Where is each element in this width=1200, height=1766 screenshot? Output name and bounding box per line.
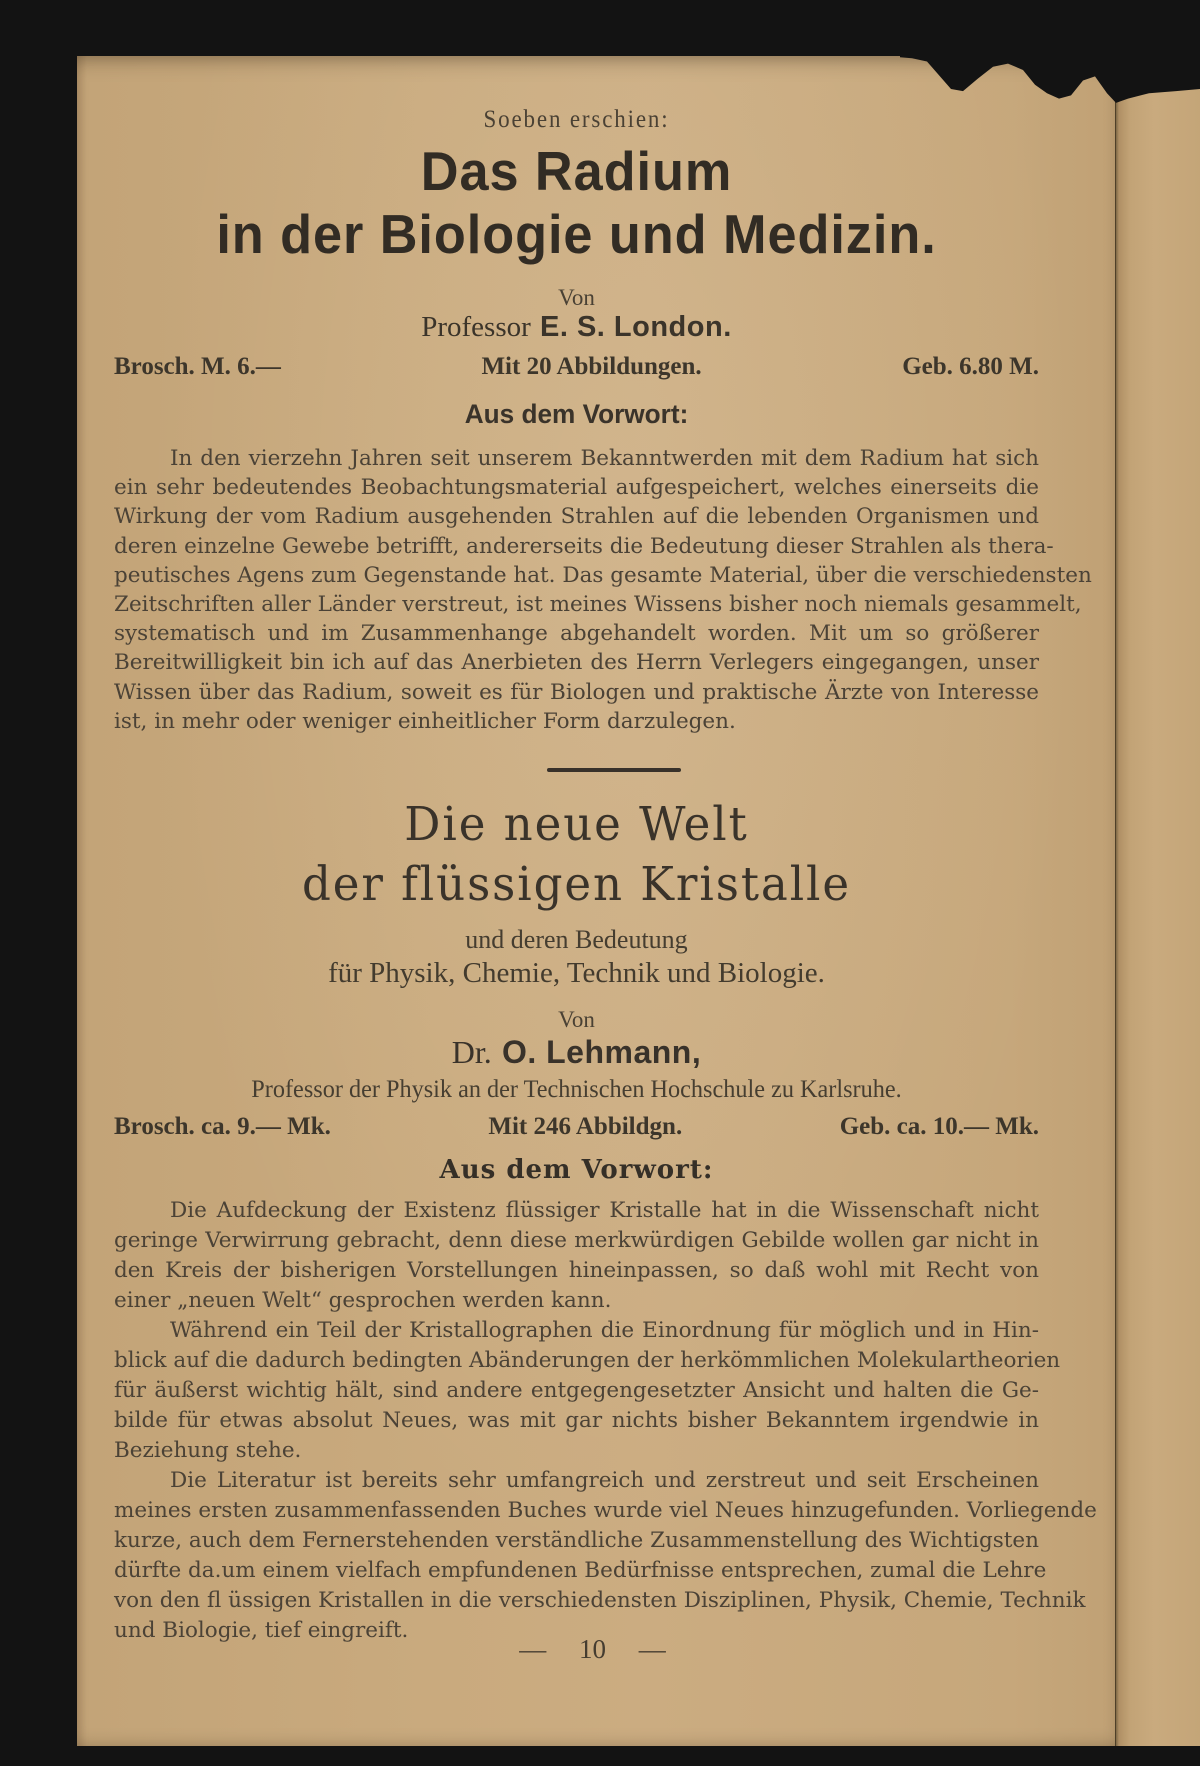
book2-title-line1: Die neue Welt: [404, 797, 749, 852]
text-line: Wissen über das Radium, soweit es für Biologen und praktische Ärzte von Interesse: [114, 679, 1039, 705]
book1-price-row: [114, 353, 1039, 381]
text-line: meines ersten zusammenfassenden Buches wurde viel Neues hinzugefunden. Vorliegende: [114, 1498, 1097, 1523]
text-line: Die Aufdeckung der Existenz flüssiger Kristalle hat in die Wissenschaft nicht: [170, 1198, 1039, 1223]
book1-author-prefix: Professor: [421, 311, 531, 343]
book1-preface-heading: Aus dem Vorwort:: [464, 399, 689, 429]
book1-title-line1: Das Radium: [420, 140, 733, 202]
book2-author-affiliation: Professor der Physik an der Technischen Hochschule zu Karlsruhe.: [251, 1076, 902, 1103]
book1-illustrations: Mit 20 Abbildungen.: [481, 353, 702, 380]
page-number: — 10 —: [519, 1634, 666, 1664]
book2-price-brochure: Brosch. ca. 9.— Mk.: [114, 1113, 331, 1140]
text-line: einer „neuen Welt“ gesprochen werden kann.: [114, 1288, 612, 1313]
book2-subtitle-line1: und deren Bedeutung: [465, 925, 688, 954]
text-line: Bereitwilligkeit bin ich auf das Anerbieten des Herrn Verlegers eingegangen, unser: [114, 650, 1039, 676]
book1-title-line2: in der Biologie und Medizin.: [216, 203, 937, 265]
text-line: für äußerst wichtig hält, sind andere entgegengesetzter Ansicht und halten die Ge-: [114, 1378, 1039, 1403]
book1-author-name: E. S. London.: [540, 311, 732, 343]
book2-author: [114, 1033, 1039, 1071]
book1-preface-paragraph: [114, 444, 1092, 736]
text-line: deren einzelne Gewebe betrifft, andererseits die Bedeutung dieser Strahlen als thera-: [114, 533, 1054, 559]
book1-author: [114, 309, 1039, 344]
text-line: kurze, auch dem Fernerstehenden verständliche Zusammenstellung des Wichtigsten: [114, 1528, 1039, 1553]
book2-price-row: [114, 1113, 1039, 1141]
text-line: ein sehr bedeutendes Beobachtungsmaterial aufgespeichert, welches einerseits die: [114, 475, 1039, 501]
book1-price-bound: Geb. 6.80 M.: [902, 353, 1039, 380]
text-line: Beziehung stehe.: [114, 1438, 302, 1463]
book1-announcement: Soeben erschien:: [483, 106, 670, 133]
section-divider-rule: [547, 768, 681, 772]
book2-title-line2: der flüssigen Kristalle: [301, 857, 852, 912]
book2-illustrations: Mit 246 Abbildgn.: [488, 1113, 683, 1140]
book2-preface-paragraph-2: [114, 1316, 1061, 1466]
book2-subtitle-line2: für Physik, Chemie, Technik und Biologie.: [328, 957, 825, 989]
next-page-edge: [1115, 60, 1200, 1746]
book2-author-prefix: Dr.: [451, 1034, 492, 1070]
text-line: blick auf die dadurch bedingten Abänderungen der herkömmlichen Molekulartheorien: [114, 1348, 1061, 1373]
book2-byline: Von: [558, 1007, 595, 1032]
text-line: den Kreis der bisherigen Vorstellungen hineinpassen, so daß wohl mit Recht von: [114, 1258, 1039, 1283]
text-line: Während ein Teil der Kristallographen die Einordnung für möglich und in Hin-: [170, 1318, 1039, 1343]
text-line: Wirkung der vom Radium ausgehenden Strahlen auf die lebenden Organismen und: [114, 504, 1039, 530]
book1-price-brochure: Brosch. M. 6.—: [114, 353, 281, 380]
book1-byline: Von: [558, 285, 595, 310]
text-line: dürfte da.um einem vielfach empfundenen Bedürfnisse entsprechen, zumal die Lehre: [114, 1558, 1047, 1583]
text-line: von den fl üssigen Kristallen in die verschiedensten Disziplinen, Physik, Chemie, Technik: [114, 1588, 1086, 1613]
text-line: Die Literatur ist bereits sehr umfangreich und zerstreut und seit Erscheinen: [170, 1468, 1039, 1493]
text-line: Zeitschriften aller Länder verstreut, ist meines Wissens bisher noch niemals gesammelt,: [114, 592, 1082, 618]
book2-price-bound: Geb. ca. 10.— Mk.: [839, 1113, 1039, 1140]
text-line: peutisches Agens zum Gegenstande hat. Das gesamte Material, über die verschiedensten: [114, 562, 1092, 588]
text-line: systematisch und im Zusammenhange abgehandelt worden. Mit um so größerer: [114, 621, 1039, 647]
book2-preface-paragraph-1: [114, 1196, 1039, 1316]
book2-author-name: O. Lehmann,: [501, 1034, 702, 1070]
text-line: bilde für etwas absolut Neues, was mit gar nichts bisher Bekanntem irgendwie in: [114, 1408, 1039, 1433]
text-line: geringe Verwirrung gebracht, denn diese merkwürdigen Gebilde wollen gar nicht in: [114, 1228, 1039, 1253]
text-line: In den vierzehn Jahren seit unserem Bekanntwerden mit dem Radium hat sich: [170, 446, 1039, 471]
text-line: und Biologie, tief eingreift.: [114, 1618, 409, 1643]
book2-preface-heading: Aus dem Vorwort:: [439, 1155, 714, 1185]
book2-preface-paragraph-3: [114, 1466, 1097, 1646]
book-page: [77, 56, 1115, 1746]
text-line: ist, in mehr oder weniger einheitlicher Form darzulegen.: [114, 708, 736, 734]
